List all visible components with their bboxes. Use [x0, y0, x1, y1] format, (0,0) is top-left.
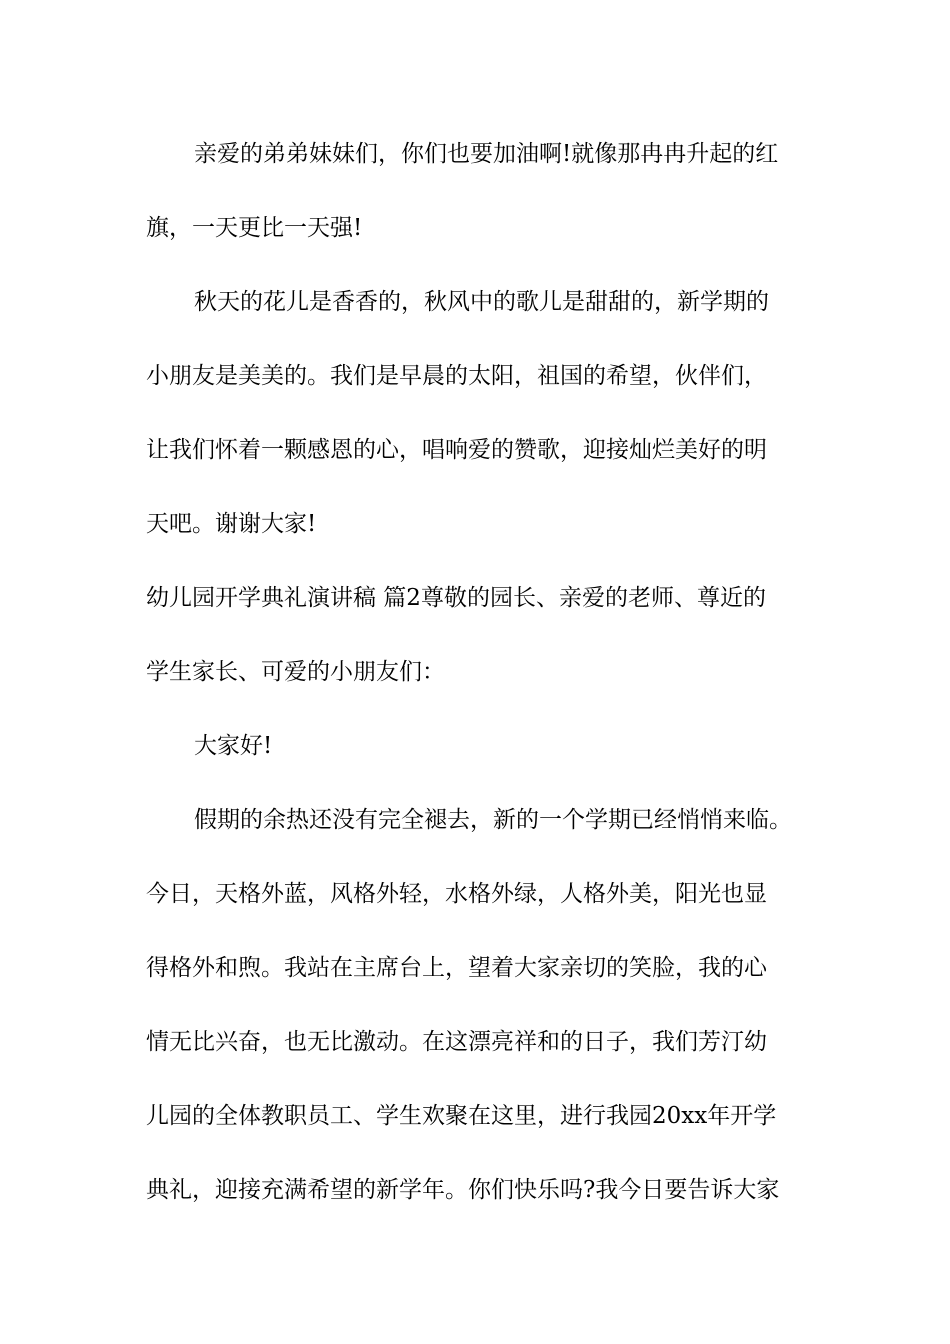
- text-line: 让我们怀着一颗感恩的心，唱响爱的赞歌，迎接灿烂美好的明: [146, 437, 767, 463]
- text-line: 儿园的全体教职员工、学生欢聚在这里，进行我园20xx年开学: [146, 1103, 777, 1129]
- text-line: 情无比兴奋，也无比激动。在这漂亮祥和的日子，我们芳汀幼: [146, 1029, 767, 1055]
- text-line: 典礼，迎接充满希望的新学年。你们快乐吗?我今日要告诉大家: [146, 1177, 780, 1203]
- text-line: 旗，一天更比一天强!: [146, 215, 363, 241]
- text-line: 得格外和煦。我站在主席台上，望着大家亲切的笑脸，我的心: [146, 955, 767, 981]
- text-line: 今日，天格外蓝，风格外轻，水格外绿，人格外美，阳光也显: [146, 881, 767, 907]
- greeting-line: 大家好!: [194, 733, 273, 759]
- text-line: 天吧。谢谢大家!: [146, 511, 317, 537]
- text-line: 秋天的花儿是香香的，秋风中的歌儿是甜甜的，新学期的: [194, 289, 769, 315]
- text-line: 亲爱的弟弟妹妹们，你们也要加油啊!就像那冉冉升起的红: [194, 141, 779, 167]
- text-line: 小朋友是美美的。我们是早晨的太阳，祖国的希望，伙伴们，: [146, 363, 767, 389]
- text-line: 学生家长、可爱的小朋友们：: [146, 659, 445, 685]
- text-line: 假期的余热还没有完全褪去，新的一个学期已经悄悄来临。: [194, 807, 792, 833]
- section-heading: 幼儿园开学典礼演讲稿 篇2尊敬的园长、亲爱的老师、尊近的: [146, 585, 766, 611]
